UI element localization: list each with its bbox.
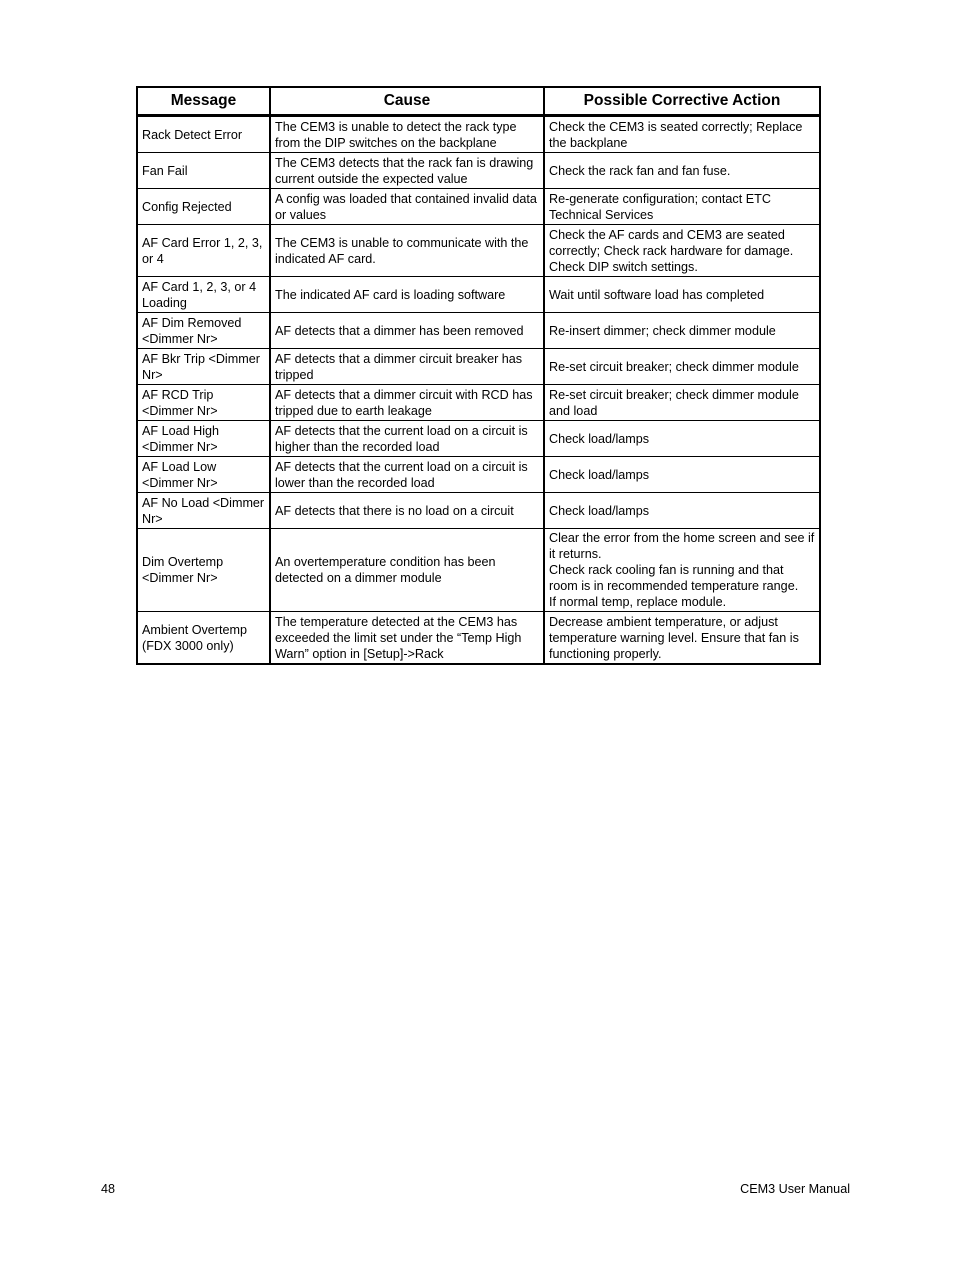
message-cell: Dim Overtemp <Dimmer Nr> bbox=[137, 529, 270, 612]
action-cell: Check load/lamps bbox=[544, 421, 820, 457]
action-cell: Re-set circuit breaker; check dimmer module and load bbox=[544, 385, 820, 421]
cause-cell: AF detects that a dimmer circuit breaker has tripped bbox=[270, 349, 544, 385]
action-cell: Check load/lamps bbox=[544, 457, 820, 493]
action-cell: Check load/lamps bbox=[544, 493, 820, 529]
manual-title: CEM3 User Manual bbox=[740, 1182, 850, 1196]
message-cell: AF No Load <Dimmer Nr> bbox=[137, 493, 270, 529]
header-cause: Cause bbox=[270, 87, 544, 116]
action-cell bbox=[544, 529, 820, 612]
table-row bbox=[137, 277, 820, 313]
table-row bbox=[137, 457, 820, 493]
table-row bbox=[137, 421, 820, 457]
action-cell: Wait until software load has completed bbox=[544, 277, 820, 313]
table-row bbox=[137, 385, 820, 421]
cause-cell: AF detects that a dimmer has been removed bbox=[270, 313, 544, 349]
message-cell: AF Load High <Dimmer Nr> bbox=[137, 421, 270, 457]
message-cell: Ambient Overtemp (FDX 3000 only) bbox=[137, 612, 270, 665]
table-row bbox=[137, 612, 820, 665]
table-row bbox=[137, 225, 820, 277]
message-cell: AF RCD Trip <Dimmer Nr> bbox=[137, 385, 270, 421]
message-cell: Rack Detect Error bbox=[137, 116, 270, 153]
cause-cell: AF detects that a dimmer circuit with RCD has tripped due to earth leakage bbox=[270, 385, 544, 421]
table-row bbox=[137, 493, 820, 529]
message-cell: Config Rejected bbox=[137, 189, 270, 225]
table-row bbox=[137, 349, 820, 385]
action-cell: Check the rack fan and fan fuse. bbox=[544, 153, 820, 189]
action-cell: Decrease ambient temperature, or adjust temperature warning level. Ensure that fan is functioning properly. bbox=[544, 612, 820, 665]
cause-cell: AF detects that there is no load on a circuit bbox=[270, 493, 544, 529]
message-cell: AF Load Low <Dimmer Nr> bbox=[137, 457, 270, 493]
message-cell: AF Card Error 1, 2, 3, or 4 bbox=[137, 225, 270, 277]
table-row bbox=[137, 153, 820, 189]
action-cell: Re-insert dimmer; check dimmer module bbox=[544, 313, 820, 349]
error-message-table bbox=[136, 86, 821, 665]
cause-cell: The temperature detected at the CEM3 has exceeded the limit set under the “Temp High Warn” option in [Setup]->Rack bbox=[270, 612, 544, 665]
message-cell: AF Card 1, 2, 3, or 4 Loading bbox=[137, 277, 270, 313]
table-header-row bbox=[137, 87, 820, 116]
action-cell: Check the CEM3 is seated correctly; Replace the backplane bbox=[544, 116, 820, 153]
cause-cell: A config was loaded that contained invalid data or values bbox=[270, 189, 544, 225]
message-cell: AF Bkr Trip <Dimmer Nr> bbox=[137, 349, 270, 385]
cause-cell: AF detects that the current load on a circuit is lower than the recorded load bbox=[270, 457, 544, 493]
table-row bbox=[137, 116, 820, 153]
message-cell: AF Dim Removed <Dimmer Nr> bbox=[137, 313, 270, 349]
header-corrective-action: Possible Corrective Action bbox=[544, 87, 820, 116]
action-cell: Re-set circuit breaker; check dimmer module bbox=[544, 349, 820, 385]
action-line: Clear the error from the home screen and see if it returns. bbox=[549, 531, 815, 561]
cause-cell: The indicated AF card is loading software bbox=[270, 277, 544, 313]
table-row bbox=[137, 189, 820, 225]
action-line: If normal temp, replace module. bbox=[549, 595, 727, 609]
cause-cell: AF detects that the current load on a circuit is higher than the recorded load bbox=[270, 421, 544, 457]
table-row bbox=[137, 529, 820, 612]
message-cell: Fan Fail bbox=[137, 153, 270, 189]
cause-cell: The CEM3 detects that the rack fan is drawing current outside the expected value bbox=[270, 153, 544, 189]
page-number: 48 bbox=[101, 1182, 116, 1196]
cause-cell: The CEM3 is unable to communicate with the indicated AF card. bbox=[270, 225, 544, 277]
cause-cell: The CEM3 is unable to detect the rack type from the DIP switches on the backplane bbox=[270, 116, 544, 153]
header-message: Message bbox=[137, 87, 270, 116]
action-cell: Re-generate configuration; contact ETC Technical Services bbox=[544, 189, 820, 225]
action-cell: Check the AF cards and CEM3 are seated correctly; Check rack hardware for damage. Check DIP switch settings. bbox=[544, 225, 820, 277]
action-line: Check rack cooling fan is running and that room is in recommended temperature range. bbox=[549, 563, 799, 593]
cause-cell: An overtemperature condition has been detected on a dimmer module bbox=[270, 529, 544, 612]
table-row bbox=[137, 313, 820, 349]
